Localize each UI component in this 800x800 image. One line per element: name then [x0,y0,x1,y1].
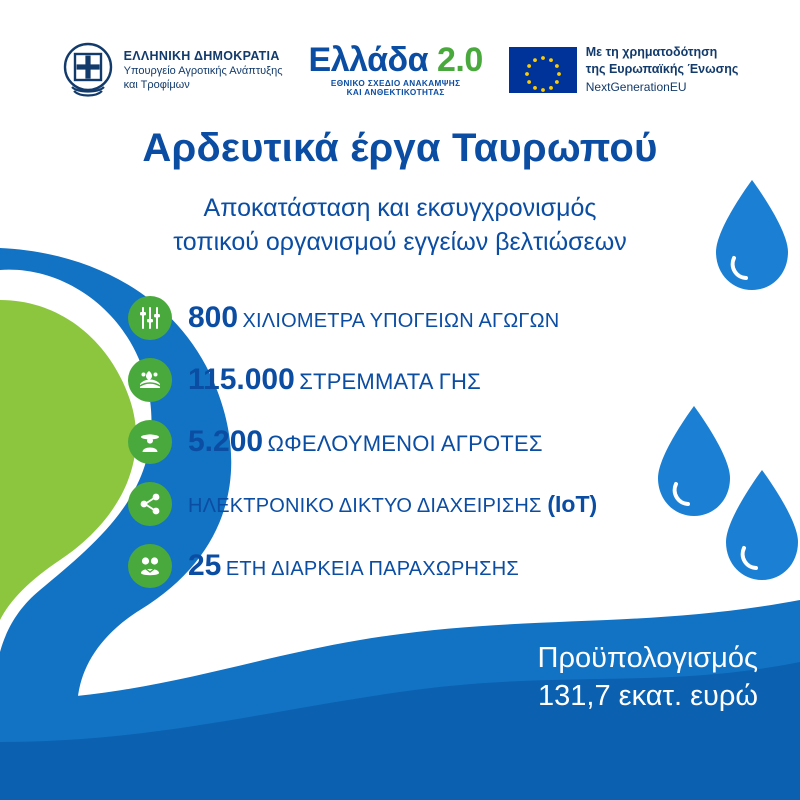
list-item [128,420,688,464]
pipes-icon [128,296,172,340]
stat-text [188,425,543,459]
eu-line-2: της Ευρωπαϊκής Ένωσης [585,61,739,76]
stat-label: ΣΤΡΕΜΜΑΤΑ ΓΗΣ [299,369,481,394]
stat-value: 800 [188,301,239,334]
stat-label: ΧΙΛΙΟΜΕΤΡΑ ΥΠΟΓΕΙΩΝ ΑΓΩΓΩΝ [242,310,560,332]
subtitle-line-2: τοπικού οργανισμού εγγείων βελτιώσεων [173,227,627,256]
water-droplet-icon [726,470,798,580]
stat-text [188,363,481,397]
ellada-sub-2: ΚΑΙ ΑΝΘΕΚΤΙΚΟΤΗΤΑΣ [346,88,445,97]
list-item [128,358,688,402]
stat-label: ΗΛΕΚΤΡΟΝΙΚΟ ΔΙΚΤΥΟ ΔΙΑΧΕΙΡΙΣΗΣ [188,494,548,517]
header-logos [0,30,800,110]
list-item [128,296,688,340]
stat-suffix: (IoT) [547,490,598,517]
ellada-word: Ελλάδα [308,40,429,79]
stat-text [188,549,519,583]
network-icon [128,482,172,526]
gov-line-1: ΕΛΛΗΝΙΚΗ ΔΗΜΟΚΡΑΤΙΑ [123,48,280,63]
budget-amount: 131,7 εκατ. ευρώ [538,679,758,712]
farmer-icon [128,420,172,464]
page-subtitle [0,192,800,260]
budget-label: Προϋπολογισμός [537,642,758,674]
page-title: Αρδευτικά έργα Ταυρωπού [142,126,658,170]
eu-line-3: NextGenerationEU [585,79,687,94]
stat-label: ΩΦΕΛΟΥΜΕΝΟΙ ΑΓΡΟΤΕΣ [267,431,543,456]
stat-value: 115.000 [188,363,295,396]
ellada-version: 2.0 [437,40,483,79]
list-item [128,544,688,588]
gov-line-2: Υπουργείο Αγροτικής Ανάπτυξης [123,64,283,77]
hellenic-republic-emblem-icon [62,41,114,99]
stat-label: ΕΤΗ ΔΙΑΡΚΕΙΑ ΠΑΡΑΧΩΡΗΣΗΣ [225,558,519,580]
gov-line-3: και Τροφίμων [123,79,190,91]
field-icon [128,358,172,402]
ellada-2-0-logo [308,40,483,97]
list-item [128,482,688,526]
ellada-sub-1: ΕΘΝΙΚΟ ΣΧΕΔΙΟ ΑΝΑΚΑΜΨΗΣ [330,78,461,88]
subtitle-line-1: Αποκατάσταση και εκσυγχρονισμός [203,194,597,222]
eu-funding-logo [509,44,739,95]
eu-line-1: Με τη χρηματοδότηση [585,45,718,60]
stat-value: 25 [188,549,222,582]
stat-text [188,491,597,518]
stats-list [128,296,688,606]
budget-block [358,640,758,715]
handshake-icon [128,544,172,588]
stat-text [188,301,559,335]
stat-value: 5.200 [188,425,264,458]
greek-government-logo [62,41,283,99]
eu-flag-icon [509,47,577,93]
